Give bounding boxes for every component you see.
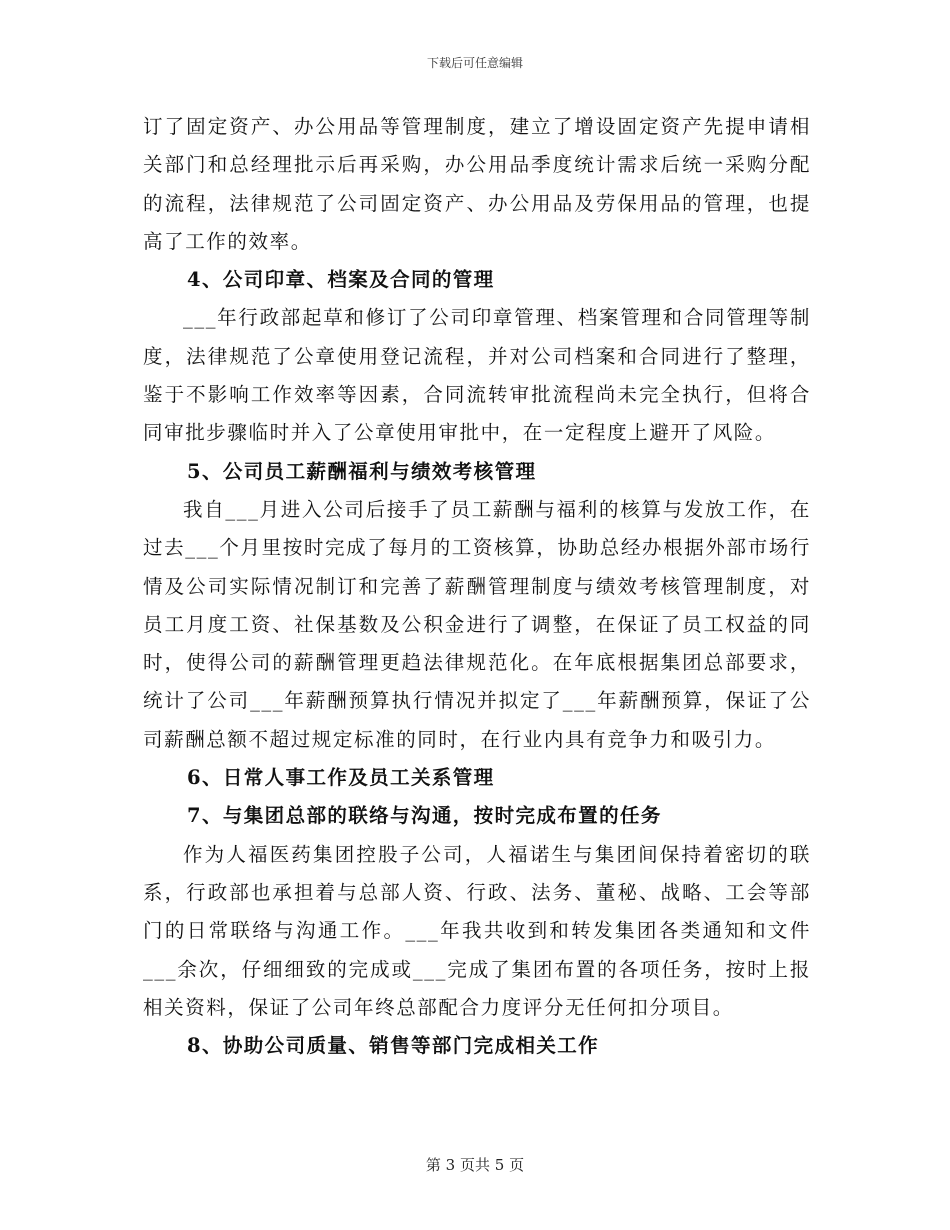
heading-section-5: 5、公司员工薪酬福利与绩效考核管理: [187, 459, 537, 483]
document-body: [143, 108, 811, 1065]
paragraph-section-5: 我自___月进入公司后接手了员工薪酬与福利的核算与发放工作，在过去___个月里按时完成了每月的工资核算，协助总经办根据外部市场行情及公司实际情况制订和完善了薪酬管理制度与绩效考核管理制度，对员工月度工资、社保基数及公积金进行了调整，在保证了员工权益的同时，使得公司的薪酬管理更趋法律规范化。在年底根据集团总部要求，统计了公司___年薪酬预算执行情况并拟定了___年薪酬预算，保证了公司薪酬总额不超过规定标准的同时，在行业内具有竞争力和吸引力。: [143, 497, 811, 751]
paragraph-section-7: 作为人福医药集团控股子公司，人福诺生与集团间保持着密切的联系，行政部也承担着与总部人资、行政、法务、董秘、战略、工会等部门的日常联络与沟通工作。___年我共收到和转发集团各类通知和文件___余次，仔细细致的完成或___完成了集团布置的各项任务，按时上报相关资料，保证了公司年终总部配合力度评分无任何扣分项目。: [143, 842, 811, 1019]
paragraph-continued: 订了固定资产、办公用品等管理制度，建立了增设固定资产先提申请相关部门和总经理批示后再采购，办公用品季度统计需求后统一采购分配的流程，法律规范了公司固定资产、办公用品及劳保用品的管理，也提高了工作的效率。: [143, 115, 811, 253]
paragraph-section-4: ___年行政部起草和修订了公司印章管理、档案管理和合同管理等制度，法律规范了公章使用登记流程，并对公司档案和合同进行了整理，鉴于不影响工作效率等因素，合同流转审批流程尚未完全执行，但将合同审批步骤临时并入了公章使用审批中，在一定程度上避开了风险。: [143, 306, 811, 445]
heading-section-4: 4、公司印章、档案及合同的管理: [187, 268, 495, 292]
heading-section-6: 6、日常人事工作及员工关系管理: [187, 766, 495, 790]
page-footer: 第 3 页共 5 页: [425, 1156, 525, 1174]
heading-section-7: 7、与集团总部的联络与沟通，按时完成布置的任务: [187, 804, 662, 828]
page-header: 下载后可任意编辑: [426, 56, 523, 70]
heading-section-8: 8、协助公司质量、销售等部门完成相关工作: [187, 1034, 600, 1058]
